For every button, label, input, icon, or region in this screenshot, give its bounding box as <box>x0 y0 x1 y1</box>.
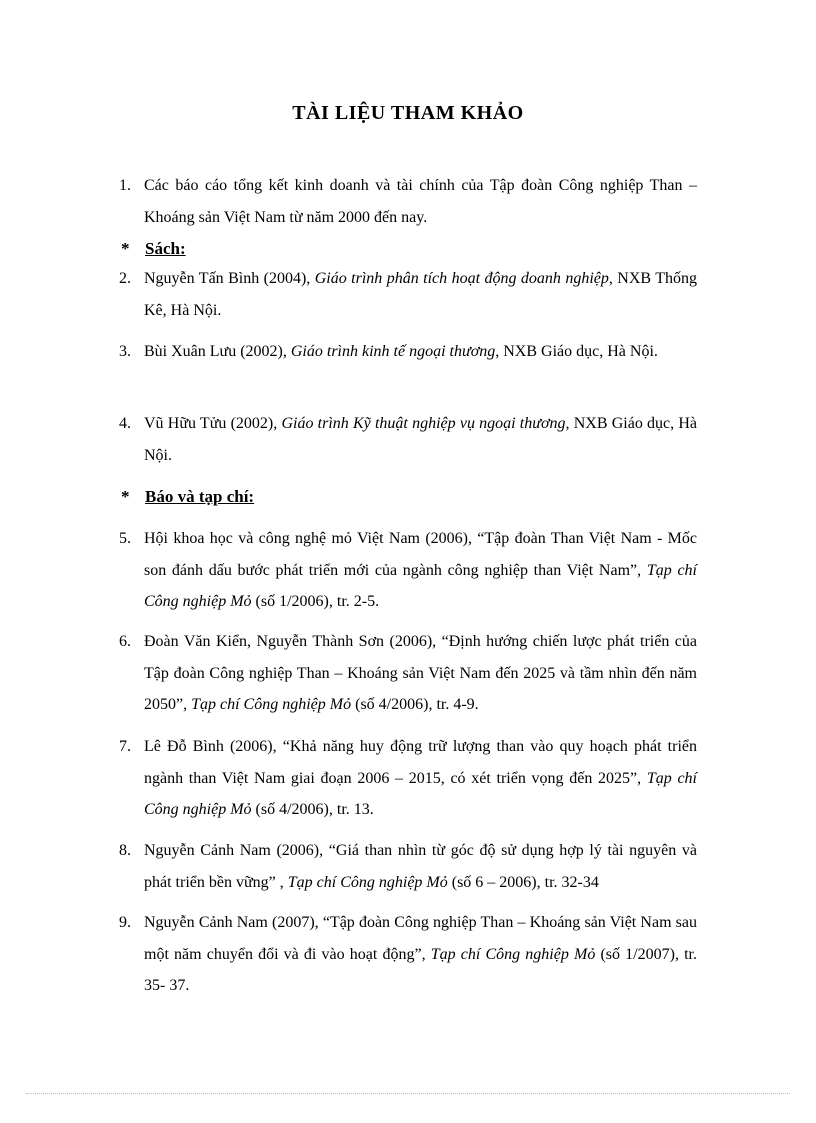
reference-text-part: (số 6 – 2006), tr. 32-34 <box>447 873 599 891</box>
page-title: TÀI LIỆU THAM KHẢO <box>292 102 524 124</box>
reference-text <box>144 170 697 233</box>
reference-item <box>119 170 697 233</box>
reference-title-italic: Giáo trình phân tích hoạt động doanh nghiệp <box>314 270 609 287</box>
reference-text-part: Đoàn Văn Kiển, Nguyễn Thành Sơn (2006), “Định hướng chiến lược phát triển của Tập đoàn Công nghiệp Than – Khoáng sản Việt Nam đến 2025 và tầm nhìn đến năm 2050”, <box>144 633 697 713</box>
reference-text-part: (số 1/2007), tr. 35- 37. <box>144 945 697 994</box>
section-title: Sách: <box>145 239 186 258</box>
reference-number: 2. <box>119 270 131 287</box>
reference-text <box>144 336 697 368</box>
reference-number: 7. <box>119 738 131 755</box>
reference-journal-italic: Tạp chí Công nghiệp Mỏ <box>191 696 352 713</box>
page-bottom-divider <box>26 1093 790 1094</box>
reference-journal-italic: Tạp chí Công nghiệp Mỏ <box>287 873 448 891</box>
reference-item <box>119 835 697 898</box>
section-title: Báo và tạp chí: <box>145 487 255 506</box>
reference-text-part: Lê Đỗ Bình (2006), “Khả năng huy động trữ lượng than vào quy hoạch phát triển ngành than Việt Nam giai đoạn 2006 – 2015, có xét triển vọng đến 2025”, <box>144 738 697 787</box>
reference-item <box>119 731 697 826</box>
reference-item <box>119 523 697 618</box>
reference-item <box>119 626 697 721</box>
reference-text-part: (số 4/2006), tr. 13. <box>251 801 374 818</box>
reference-journal-italic: Tạp chí Công nghiệp Mỏ <box>144 769 698 818</box>
section-heading-books <box>121 239 186 259</box>
reference-text-part: Các báo cáo tổng kết kinh doanh và tài chính của Tập đoàn Công nghiệp Than – Khoáng sản Việt Nam từ năm 2000 đến nay. <box>144 177 697 226</box>
reference-text <box>144 835 697 898</box>
reference-number: 9. <box>119 914 131 931</box>
reference-text-part: (số 4/2006), tr. 4-9. <box>351 696 479 713</box>
reference-number: 1. <box>119 177 131 194</box>
reference-text-part: Vũ Hữu Tửu (2002), <box>144 415 282 432</box>
reference-text <box>144 626 697 721</box>
reference-text-part: Nguyễn Tấn Bình (2004), <box>144 270 315 287</box>
reference-text <box>144 408 697 471</box>
reference-text-part: Hội khoa học và công nghệ mỏ Việt Nam (2006), “Tập đoàn Than Việt Nam - Mốc son đánh dấu bước phát triển mới của ngành công nghiệp than Việt Nam”, <box>144 530 697 579</box>
reference-text-part: Bùi Xuân Lưu (2002), <box>144 343 291 360</box>
reference-number: 5. <box>119 530 131 547</box>
reference-text <box>144 731 697 826</box>
reference-number: 8. <box>119 842 131 859</box>
reference-item <box>119 907 697 1002</box>
reference-text-part: Nguyễn Cảnh Nam (2006), “Giá than nhìn từ góc độ sử dụng hợp lý tài nguyên và phát triển bền vững” , <box>144 842 697 891</box>
reference-text-part: (số 1/2006), tr. 2-5. <box>251 593 380 610</box>
reference-text-part: , NXB Giáo dục, Hà Nội. <box>495 343 658 360</box>
reference-title-italic: Giáo trình Kỹ thuật nghiệp vụ ngoại thương <box>281 415 566 432</box>
reference-number: 4. <box>119 415 131 432</box>
reference-text <box>144 907 697 1002</box>
section-heading-journals <box>121 487 254 507</box>
reference-text-part: Nguyễn Cảnh Nam (2007), “Tập đoàn Công nghiệp Than – Khoáng sản Việt Nam sau một năm chuyển đổi và đi vào hoạt động”, <box>144 914 697 963</box>
reference-text-part: , NXB Thống Kê, Hà Nội. <box>144 270 698 319</box>
reference-item <box>119 408 697 471</box>
reference-number: 3. <box>119 343 131 360</box>
reference-item <box>119 263 697 326</box>
reference-text-part: , NXB Giáo dục, Hà Nội. <box>144 415 698 464</box>
reference-item <box>119 336 697 368</box>
reference-number: 6. <box>119 633 131 650</box>
section-bullet: * <box>121 487 130 506</box>
reference-journal-italic: Tạp chí Công nghiệp Mỏ <box>430 945 596 963</box>
section-bullet: * <box>121 239 130 258</box>
reference-text <box>144 263 697 326</box>
reference-title-italic: Giáo trình kinh tế ngoại thương <box>290 343 496 360</box>
reference-text <box>144 523 697 618</box>
reference-journal-italic: Tạp chí Công nghiệp Mỏ <box>144 561 697 610</box>
